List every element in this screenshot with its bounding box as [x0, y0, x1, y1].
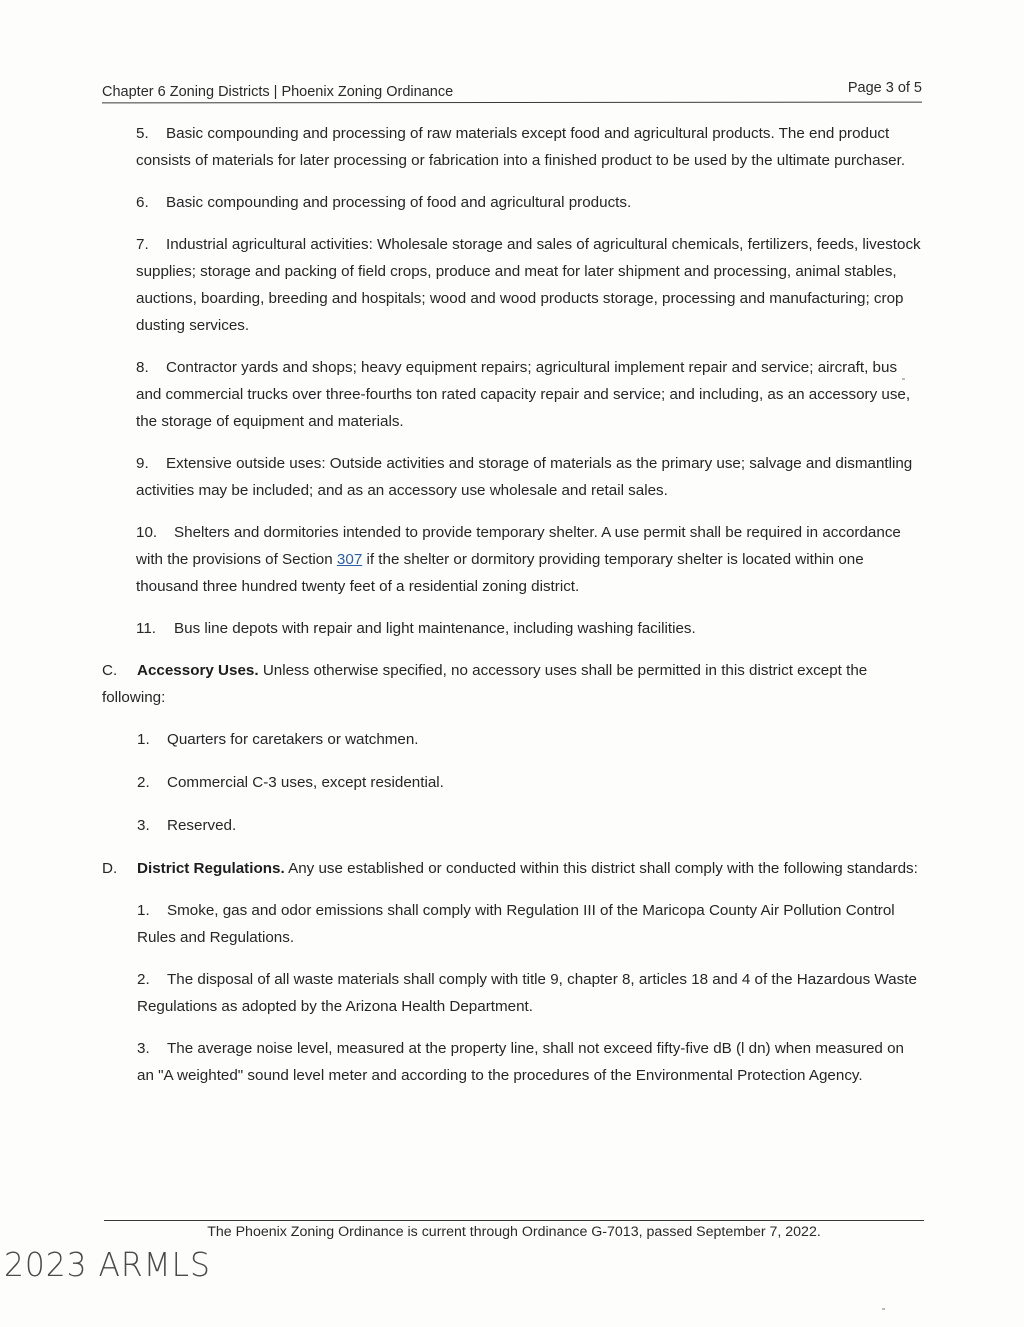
list-item-d2 — [102, 966, 922, 1020]
item-text: Quarters for caretakers or watchmen. — [167, 731, 419, 748]
list-item-c3 — [102, 812, 922, 839]
item-text: Reserved. — [167, 817, 237, 834]
section-title: Accessory Uses. — [137, 662, 259, 679]
item-text: Smoke, gas and odor emissions shall comply with Regulation III of the Maricopa County Air Pollution Control Rules and Regulations. — [137, 902, 895, 946]
armls-watermark: 2023 ARMLS — [4, 1245, 211, 1284]
item-number: 3. — [137, 1040, 150, 1057]
page-footer: The Phoenix Zoning Ordinance is current through Ordinance G-7013, passed September 7, 2022. — [207, 1224, 821, 1240]
item-number: 10. — [136, 524, 158, 541]
item-text-before-link: Shelters and dormitories intended to provide temporary shelter. A use permit shall be required in accordance with the provisions of Section — [136, 524, 901, 568]
item-number: 11. — [136, 620, 156, 637]
header-chapter-title: Chapter 6 Zoning Districts | Phoenix Zoning Ordinance — [102, 84, 454, 100]
list-item-b8 — [102, 354, 922, 435]
item-number: 1. — [137, 731, 150, 748]
item-text: The average noise level, measured at the property line, shall not exceed fifty-five dB (l dn) when measured on an "A weighted" sound level meter and according to the procedures of the Environmental Protection Agency. — [137, 1040, 904, 1084]
item-text: Commercial C-3 uses, except residential. — [167, 774, 444, 791]
section-label: C. — [102, 662, 118, 679]
list-item-b6 — [102, 189, 922, 216]
header-divider — [102, 102, 922, 104]
list-item-b10 — [102, 519, 922, 600]
section-text: Any use established or conducted within this district shall comply with the following standards: — [284, 860, 918, 877]
section-307-link[interactable]: 307 — [336, 551, 363, 568]
item-text: Basic compounding and processing of raw materials except food and agricultural products. The end product consists of materials for later processing or fabrication into a finished product to be used by the ultimate purchaser. — [136, 125, 906, 169]
item-text: Bus line depots with repair and light maintenance, including washing facilities. — [174, 620, 696, 637]
section-title: District Regulations. — [137, 860, 285, 877]
section-text: Unless otherwise specified, no accessory uses shall be permitted in this district except the following: — [102, 662, 868, 706]
item-number: 7. — [136, 236, 149, 253]
scan-speck — [902, 378, 905, 380]
item-text: Basic compounding and processing of food and agricultural products. — [166, 194, 632, 211]
item-text: Industrial agricultural activities: Wholesale storage and sales of agricultural chemicals, fertilizers, feeds, livestock supplies; storage and packing of field crops, produce and meat for later shipment and processing, animal stables, auctions, boarding, breeding and hospitals; wood and wood products storage, processing and manufacturing; crop dusting services. — [136, 236, 921, 334]
item-number: 9. — [136, 455, 149, 472]
item-text: The disposal of all waste materials shall comply with title 9, chapter 8, articles 18 and 4 of the Hazardous Waste Regulations as adopted by the Arizona Health Department. — [137, 971, 917, 1015]
header-page-number: Page 3 of 5 — [847, 80, 922, 96]
list-item-c2 — [102, 769, 922, 796]
item-number: 8. — [136, 359, 149, 376]
item-number: 6. — [136, 194, 149, 211]
section-d-heading — [102, 855, 922, 882]
list-item-d3 — [102, 1035, 922, 1089]
item-text: Contractor yards and shops; heavy equipment repairs; agricultural implement repair and service; aircraft, bus and commercial trucks over three-fourths ton rated capacity repair and service; and including, as an accessory use, the storage of equipment and materials. — [136, 359, 911, 430]
list-item-b11 — [102, 615, 922, 642]
list-item-b5 — [102, 120, 922, 174]
list-item-c1 — [102, 726, 922, 753]
item-number: 5. — [136, 125, 149, 142]
item-number: 2. — [137, 774, 150, 791]
list-item-b9 — [102, 450, 922, 504]
section-c-heading — [102, 657, 922, 711]
document-body — [102, 120, 922, 1104]
item-number: 2. — [137, 971, 150, 988]
scan-speck — [882, 1308, 885, 1310]
item-text-after-link: if the shelter or dormitory providing temporary shelter is located within one thousand three hundred twenty feet of a residential zoning district. — [136, 551, 864, 595]
list-item-d1 — [102, 897, 922, 951]
section-label: D. — [102, 860, 118, 877]
item-number: 1. — [137, 902, 150, 919]
list-item-b7 — [102, 231, 922, 339]
item-text: Extensive outside uses: Outside activities and storage of materials as the primary use; salvage and dismantling activities may be included; and as an accessory use wholesale and retail sales. — [136, 455, 913, 499]
footer-divider — [104, 1220, 924, 1221]
item-number: 3. — [137, 817, 150, 834]
